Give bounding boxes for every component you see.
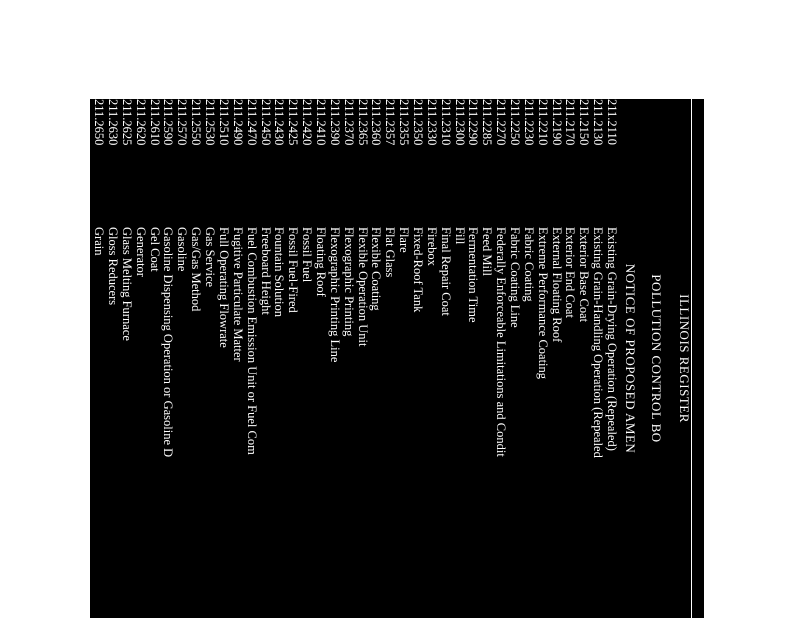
section-number: 211.2610	[147, 99, 162, 146]
section-title: Fuel Combustion Emission Unit or Fuel Com	[244, 227, 259, 455]
section-title: Generator	[133, 227, 148, 277]
section-title: Firebox	[424, 227, 439, 266]
section-title: Gas Service	[203, 227, 218, 288]
section-row	[313, 99, 327, 618]
section-row	[563, 99, 577, 618]
section-title: Flexographic Printing	[341, 227, 356, 337]
section-number: 211.2420	[300, 99, 315, 146]
section-row	[161, 99, 175, 618]
section-row	[410, 99, 424, 618]
section-row	[91, 99, 105, 618]
section-title: Exterior Base Coat	[577, 227, 592, 323]
section-number: 211.2550	[189, 99, 204, 146]
section-number: 211.2285	[480, 99, 495, 146]
section-row	[438, 99, 452, 618]
section-title: Fossil Fuel-Fired	[286, 227, 301, 313]
section-number: 211.2360	[369, 99, 384, 146]
section-title: Fill	[452, 227, 467, 245]
section-row	[216, 99, 230, 618]
section-title: Flare	[397, 227, 412, 253]
section-title: Extreme Performance Coating	[535, 227, 550, 380]
section-row	[507, 99, 521, 618]
section-title: Flexible Operation Unit	[355, 227, 370, 347]
section-row	[466, 99, 480, 618]
section-number: 211.2510	[216, 99, 231, 146]
section-title: Exterior End Coat	[563, 227, 578, 318]
section-title: Gloss Reducers	[106, 227, 121, 306]
section-number: 211.2570	[175, 99, 190, 146]
section-row	[479, 99, 493, 618]
section-row	[202, 99, 216, 618]
section-number: 211.2355	[397, 99, 412, 146]
section-row	[424, 99, 438, 618]
section-row	[590, 99, 604, 618]
section-row	[576, 99, 590, 618]
section-title: Fabric Coating Line	[507, 227, 522, 328]
section-title: Gasoline Dispensing Operation or Gasoline D	[161, 227, 176, 458]
section-number: 211.2290	[466, 99, 481, 146]
register-title: ILLINOIS REGISTER	[677, 294, 692, 423]
section-number: 211.2390	[327, 99, 342, 146]
section-number: 211.2620	[133, 99, 148, 146]
section-number: 211.2470	[244, 99, 259, 146]
section-row	[77, 99, 91, 618]
section-title: Existing Grain-Handling Operation (Repealed	[591, 227, 606, 458]
section-number: 211.2425	[286, 99, 301, 146]
section-number: 211.2230	[521, 99, 536, 146]
section-number: 211.2110	[605, 99, 619, 145]
section-row	[147, 99, 161, 618]
section-number: 211.2330	[424, 99, 439, 146]
section-row	[521, 99, 535, 618]
section-number: 211.2130	[591, 99, 606, 146]
section-row	[549, 99, 563, 618]
section-row	[452, 99, 466, 618]
section-row	[493, 99, 507, 618]
scanned-page	[78, 99, 704, 618]
section-title: Gas/Gas Method	[189, 227, 204, 312]
section-title: Fossil Fuel	[300, 227, 315, 283]
notice-title: NOTICE OF PROPOSED AMEN	[623, 263, 638, 454]
section-row	[230, 99, 244, 618]
board-title: POLLUTION CONTROL BO	[649, 274, 664, 443]
section-title: Flexible Coating	[369, 227, 384, 311]
section-number: 211.2530	[203, 99, 218, 146]
section-title: Final Repair Coat	[438, 227, 453, 316]
section-number: 211.2590	[161, 99, 176, 146]
section-number: 211.2250	[507, 99, 522, 146]
section-number: 211.2170	[563, 99, 578, 146]
section-row	[604, 99, 618, 618]
section-title: Grain-Drying Operation	[78, 227, 93, 349]
section-row	[327, 99, 341, 618]
section-row	[535, 99, 549, 618]
section-row	[299, 99, 313, 618]
section-row	[369, 99, 383, 618]
section-title: Freeboard Height	[258, 227, 273, 315]
section-title: Feed Mill	[480, 227, 495, 276]
section-title: Glass Melting Furnace	[119, 227, 134, 341]
section-row	[258, 99, 272, 618]
section-number: 211.2430	[272, 99, 287, 146]
section-title: Flat Glass	[383, 227, 398, 278]
section-number: 211.2670	[78, 99, 93, 146]
rotated-page-content	[78, 99, 704, 618]
section-number: 211.2300	[452, 99, 467, 146]
section-number: 211.2270	[494, 99, 509, 146]
section-number: 211.2490	[230, 99, 245, 146]
section-number: 211.2310	[438, 99, 453, 146]
section-title: Federally Enforceable Limitations and Condit	[494, 227, 509, 457]
section-row	[341, 99, 355, 618]
section-number: 211.2370	[341, 99, 356, 146]
section-title: Grain	[92, 227, 107, 256]
section-row	[285, 99, 299, 618]
section-number: 211.2357	[383, 99, 398, 146]
section-row	[355, 99, 369, 618]
section-row	[188, 99, 202, 618]
section-row	[272, 99, 286, 618]
section-list	[77, 99, 618, 618]
section-row	[382, 99, 396, 618]
section-title: External Floating Roof	[549, 227, 564, 343]
section-title: Gel Coat	[147, 227, 162, 272]
section-number: 211.2625	[119, 99, 134, 146]
section-number: 211.2410	[313, 99, 328, 146]
section-number: 211.2630	[106, 99, 121, 146]
section-number: 211.2190	[549, 99, 564, 146]
section-title: Fixed-Roof Tank	[410, 227, 425, 313]
section-title: Gasoline	[175, 227, 190, 272]
section-number: 211.2150	[577, 99, 592, 146]
section-title: Existing Grain-Drying Operation (Repealed)	[605, 227, 619, 451]
section-row	[244, 99, 258, 618]
section-row	[396, 99, 410, 618]
section-title: Floating Roof	[313, 227, 328, 297]
section-title: Flexographic Printing Line	[327, 227, 342, 363]
section-number: 211.2450	[258, 99, 273, 146]
section-row	[119, 99, 133, 618]
section-row	[105, 99, 119, 618]
section-title: Fermentation Time	[466, 227, 481, 323]
section-row	[133, 99, 147, 618]
section-number: 211.2350	[410, 99, 425, 146]
section-number: 211.2210	[535, 99, 550, 146]
section-title: Fugitive Particulate Matter	[230, 227, 245, 362]
section-title: Fabric Coating	[521, 227, 536, 302]
section-number: 211.2650	[92, 99, 107, 146]
section-row	[175, 99, 189, 618]
section-title: Full Operating Flowrate	[216, 227, 231, 348]
section-number: 211.2365	[355, 99, 370, 146]
section-title: Fountain Solution	[272, 227, 287, 317]
